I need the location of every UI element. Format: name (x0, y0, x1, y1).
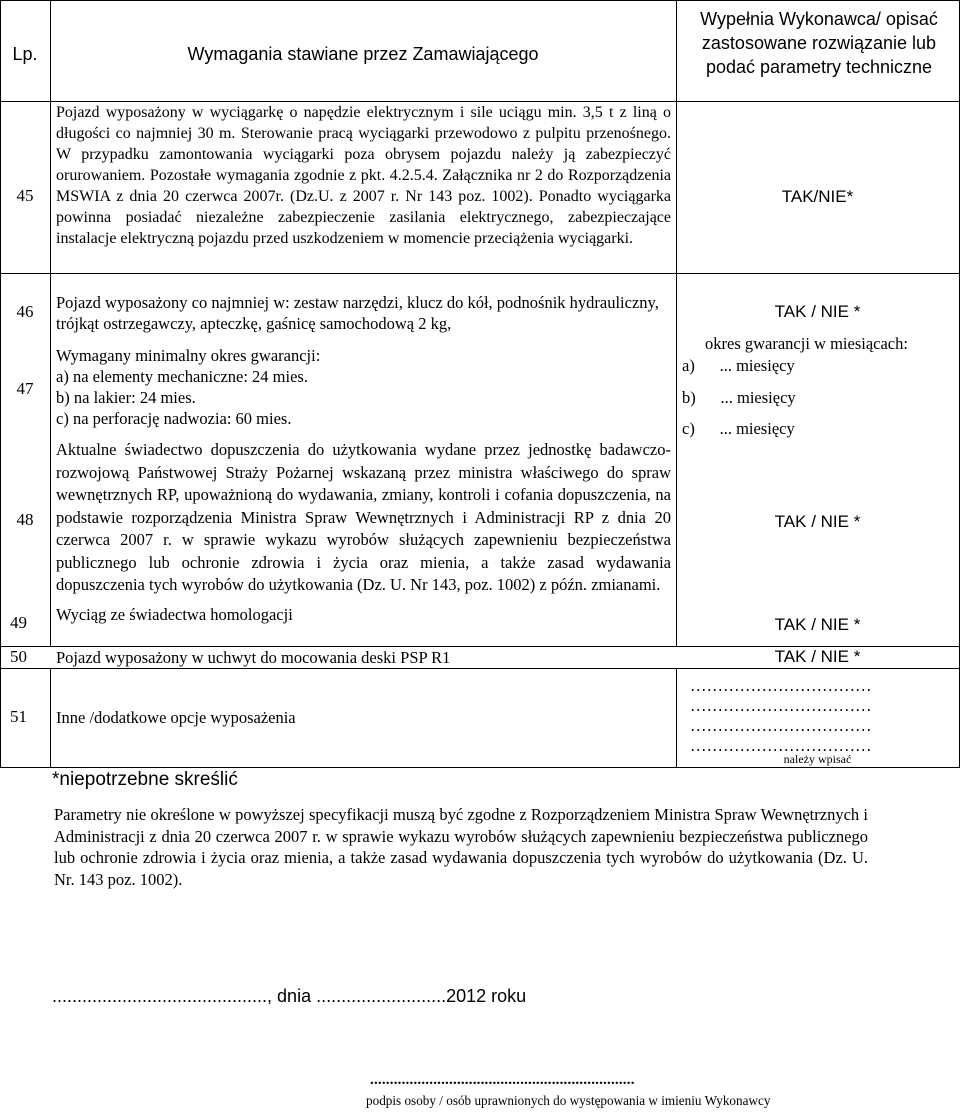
row50-bottom-line (0, 668, 960, 669)
row-47-answer-a: a) ... miesięcy (682, 356, 795, 375)
contractor-header: Wypełnia Wykonawca/ opisać zastosowane rozwiązanie lub podać parametry techniczne (700, 9, 938, 77)
row-45-requirement: Pojazd wyposażony w wyciągarkę o napędzie elektrycznym i sile uciągu min. 3,5 t z liną o długości co najmniej 30 m. Sterowanie pracą wyciągarki przewodowo z pulpitu przenośnego. W przypadku zamontowania wyciągarki poza obrysem pojazdu należy ją zabezpieczyć orurowaniem. Pozostałe wymagania zgodnie z pkt. 4.2.5.4. Załącznika nr 2 do Rozporządzenia MSWIA z dnia 20 czerwca 2007r. (Dz.U. z 2007 r. Nr 143 poz. 1002). Ponadto wyciągarka powinna posiadać niezależne zabezpieczenie zasilania elektrycznego, zabezpieczające instalacje elektryczną pojazdu przed uszkodzeniem w momencie przeciążenia wyciągarki. (56, 104, 671, 247)
row-49-number: 49 (10, 613, 27, 632)
compliance-paragraph: Parametry nie określone w powyższej specyfikacji muszą być zgodne z Rozporządzeniem Ministra Spraw Wewnętrznych i Administracji z dnia 20 czerwca 2007 r. w sprawie wykazu wyrobów służących zapewnieniu bezpieczeństwa publicznego lub ochronie zdrowia i życia oraz mienia, a także zasad wydawania dopuszczenia tych wyrobów do użytkowania (Dz. U. Nr. 143 poz. 1002). (54, 805, 868, 889)
row-46-answer: TAK / NIE * (774, 302, 861, 321)
row-51-number: 51 (10, 707, 27, 726)
row-50-answer: TAK / NIE * (774, 647, 861, 666)
requirements-header: Wymagania stawiane przez Zamawiającego (187, 44, 539, 64)
row-48-answer: TAK / NIE * (774, 512, 861, 531)
answer-column-divider-top (676, 0, 677, 646)
lp-header: Lp. (12, 44, 38, 64)
row-49-requirement: Wyciąg ze świadectwa homologacji (56, 605, 293, 624)
row-45-answer: TAK/NIE* (781, 187, 854, 206)
row-48-requirement: Aktualne świadectwo dopuszczenia do użytkowania wydane przez jednostkę badawczo-rozwojową Państwowej Straży Pożarnej wskazaną przez ministra właściwego do spraw wewnętrznych RP, upoważnioną do wydawania, zmiany, kontroli i cofania dopuszczenia, na podstawie rozporządzenia Ministra Spraw Wewnętrznych i Administracji RP z dnia 20 czerwca 2007 r. w sprawie wykazu wyrobów służących zapewnieniu bezpieczeństwa publicznego lub ochronie zdrowia i życia oraz mienia, a także zasad wydawania dopuszczenia tych wyrobów do użytkowania (Dz. U. Nr 143, poz. 1002) z późn. zmianami. (56, 440, 671, 594)
row45-bottom-line (0, 273, 960, 274)
row-47-number: 47 (16, 379, 34, 398)
row-46-requirement: Pojazd wyposażony co najmniej w: zestaw narzędzi, klucz do kół, podnośnik hydrauliczny, trójkąt ostrzegawczy, apteczkę, gaśnicę samochodową 2 kg, (56, 293, 659, 333)
row-47-warranty-title: Wymagany minimalny okres gwarancji: (56, 346, 321, 365)
table-bottom-line (0, 767, 960, 768)
row-51-requirement: Inne /dodatkowe opcje wyposażenia (56, 708, 296, 727)
row-47-warranty-mechanical: a) na elementy mechaniczne: 24 mies. (56, 367, 308, 386)
row-46-number: 46 (16, 302, 34, 321)
footnote: *niepotrzebne skreślić (52, 769, 238, 790)
row-51-dots-line-1[interactable]: …………………………… (690, 676, 872, 695)
row-50-requirement: Pojazd wyposażony w uchwyt do mocowania deski PSP R1 (56, 648, 451, 667)
signature-dots[interactable]: ................................................................... (370, 1072, 635, 1088)
row-47-warranty-paint: b) na lakier: 24 mies. (56, 388, 196, 407)
table-top-line (0, 0, 960, 1)
signature-label: podpis osoby / osób uprawnionych do występowania w imieniu Wykonawcy (366, 1093, 771, 1108)
row-47-warranty-body: c) na perforację nadwozia: 60 mies. (56, 409, 292, 428)
row-49-answer: TAK / NIE * (774, 615, 861, 634)
row-51-dots-line-4[interactable]: …………………………… (690, 736, 872, 755)
place-date-line[interactable]: ..........................................., dnia ..........................2012 roku (52, 986, 527, 1006)
row-47-answer-heading: okres gwarancji w miesiącach: (705, 334, 908, 353)
lp-column-divider-bottom (50, 668, 51, 768)
row-45-number: 45 (16, 186, 34, 205)
row-51-hint: należy wpisać (783, 752, 852, 766)
row-51-dots-line-3[interactable]: …………………………… (690, 716, 872, 735)
row-47-answer-c: c) ... miesięcy (682, 419, 795, 438)
row-51-dots-line-2[interactable]: …………………………… (690, 696, 872, 715)
lp-column-divider-top (50, 0, 51, 646)
row-50-number: 50 (10, 647, 27, 666)
row-47-answer-b: b) ... miesięcy (682, 388, 796, 407)
row-48-number: 48 (16, 510, 34, 529)
